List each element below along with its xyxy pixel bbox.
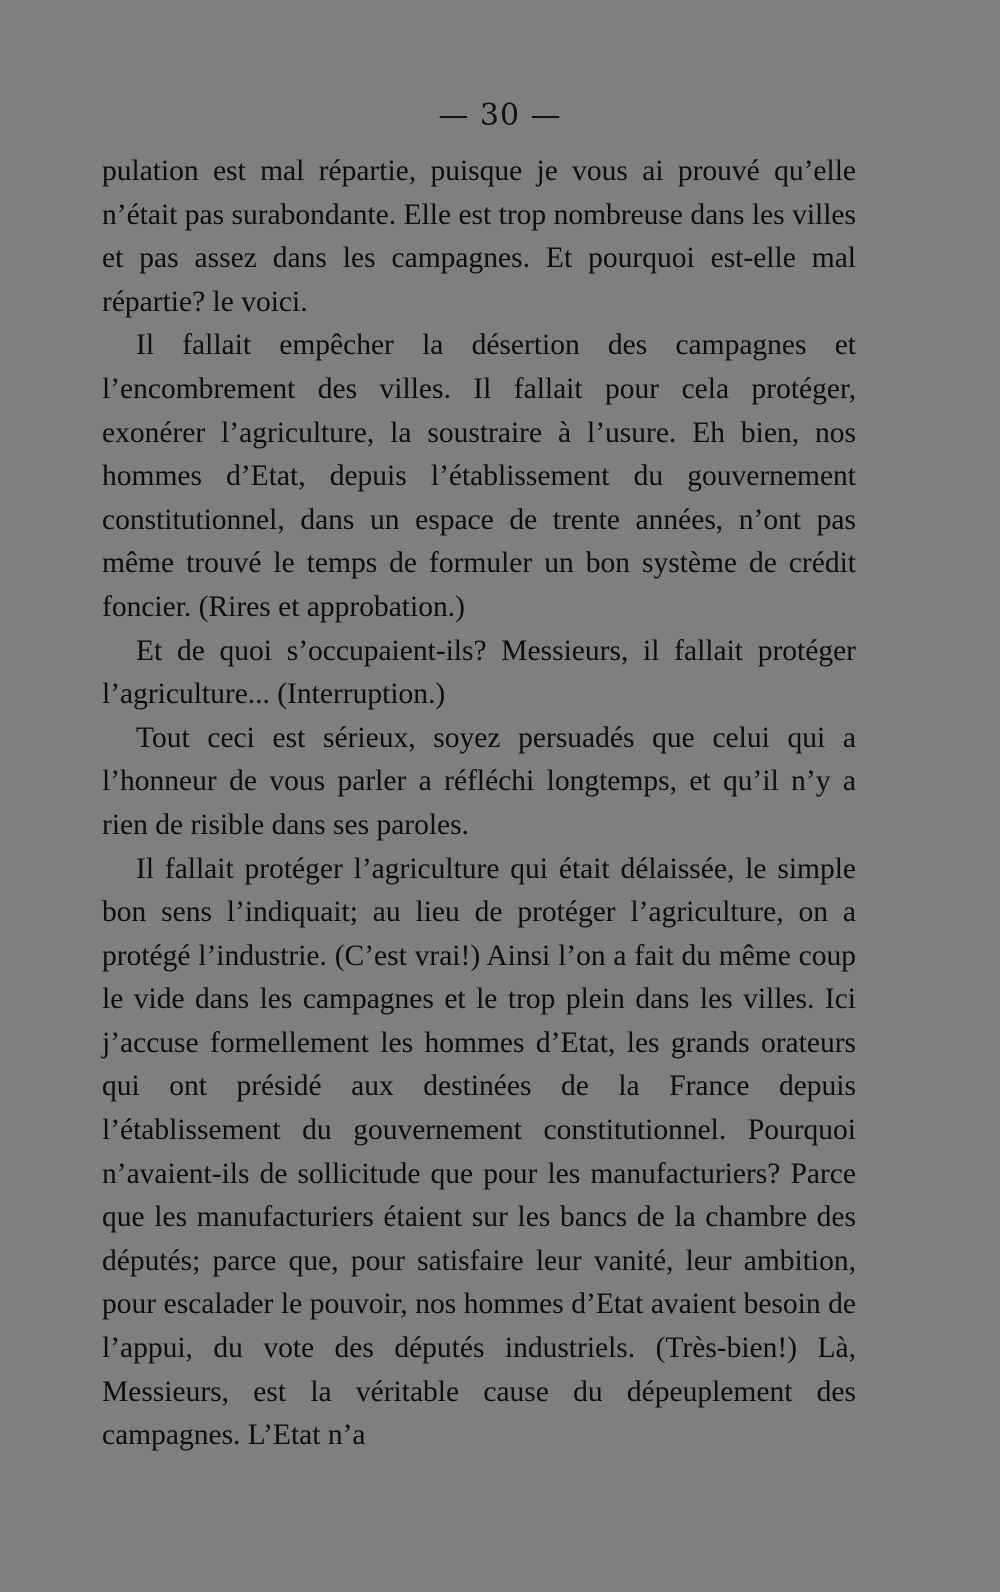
paragraph: Il fallait protéger l’agriculture qui était délaissée, le simple bon sens l’indiquait; au lieu de protéger l’agriculture, on a protégé l’industrie. (C’est vrai!) Ainsi l’on a fait du même coup le vide dans les campagnes et le trop plein dans les villes. Ici j’accuse formellement les hommes d’Etat, les grands orateurs qui ont présidé aux destinées de la France depuis l’établissement du gouvernement constitutionnel. Pourquoi n’avaient-ils de sollicitude que pour les manufacturiers? Parce que les manufacturiers étaient sur les bancs de la chambre des députés; parce que, pour satisfaire leur vanité, leur ambition, pour escalader le pouvoir, nos hommes d’Etat avaient besoin de l’appui, du vote des députés industriels. (Très-bien!) Là, Messieurs, est la véritable cause du dépeuplement des campagnes. L’Etat n’a (102, 852, 856, 1452)
body-text (102, 150, 856, 1458)
paragraph: Il fallait empêcher la désertion des campagnes et l’encombrement des villes. Il fallait pour cela protéger, exonérer l’agriculture, la soustraire à l’usure. Eh bien, nos hommes d’Etat, depuis l’établissement du gouvernement constitutionnel, dans un espace de trente années, n’ont pas même trouvé le temps de formuler un bon système de crédit foncier. (Rires et approbation.) (102, 329, 856, 623)
paragraph: pulation est mal répartie, puisque je vous ai prouvé qu’elle n’était pas surabondante. Elle est trop nombreuse dans les villes et pas assez dans les campagnes. Et pourquoi est-elle mal répartie? le voici. (102, 155, 856, 318)
page-number: — 30 — (438, 98, 562, 133)
paragraph: Tout ceci est sérieux, soyez persuadés que celui qui a l’honneur de vous parler a réfléchi longtemps, et qu’il n’y a rien de risible dans ses paroles. (102, 721, 856, 841)
paragraph: Et de quoi s’occupaient-ils? Messieurs, il fallait protéger l’agriculture... (Interruption.) (102, 634, 856, 711)
